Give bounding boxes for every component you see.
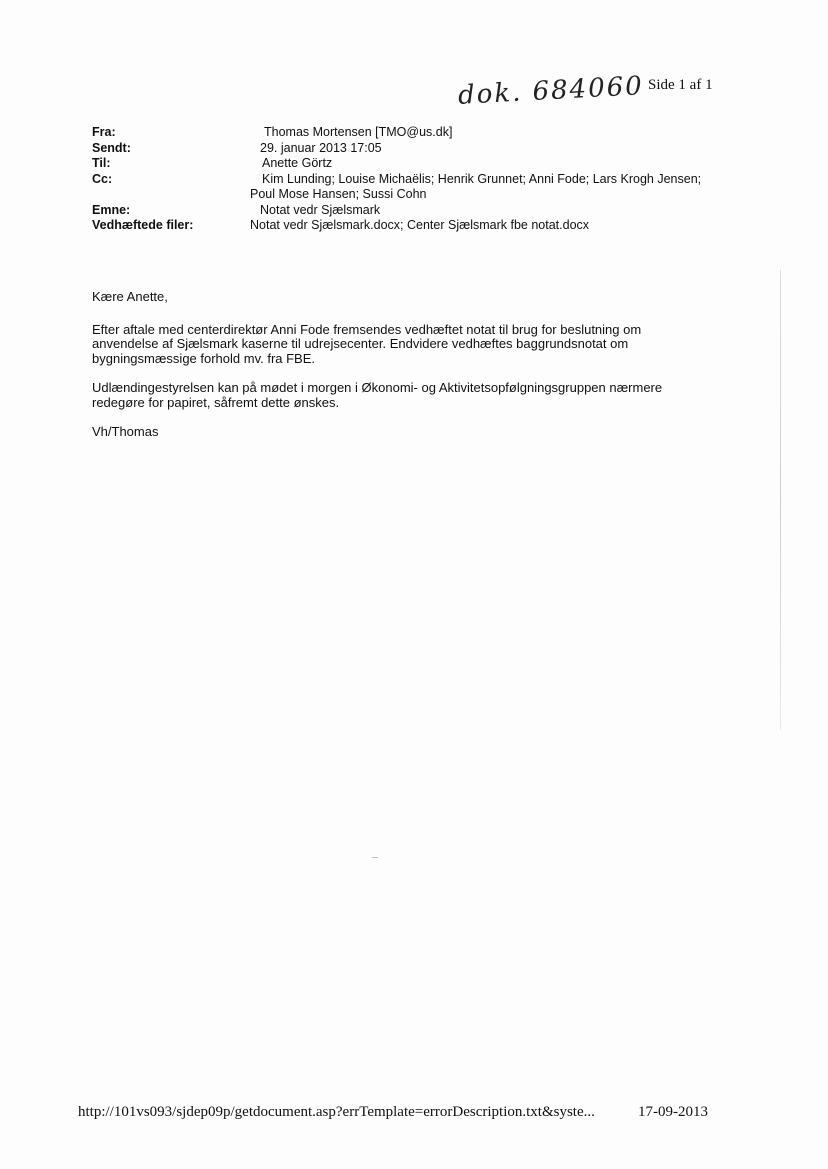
- email-header: [92, 125, 724, 234]
- header-row-to: [92, 156, 724, 172]
- subject-value: Notat vedr Sjælsmark: [260, 202, 381, 217]
- header-row-sent: [92, 141, 724, 157]
- scan-edge-line: [780, 270, 781, 730]
- from-label: Fra:: [92, 125, 116, 139]
- header-row-cc: [92, 172, 724, 188]
- sent-label: Sendt:: [92, 140, 131, 155]
- body-paragraph-1: Efter aftale med centerdirektør Anni Fode fremsendes vedhæftet notat til brug for beslutning om anvendelse af Sjælsmark kaserne til udrejsecenter. Endvidere vedhæftes baggrundsnotat om bygningsmæssige forhold mv. fra FBE.: [92, 321, 642, 366]
- salutation: Kære Anette,: [92, 289, 168, 304]
- to-label: Til:: [92, 156, 111, 170]
- cc-value-line1: Kim Lunding; Louise Michaëlis; Henrik Grunnet; Anni Fode; Lars Krogh Jensen;: [262, 171, 702, 186]
- footer-date: 17-09-2013: [638, 1104, 708, 1120]
- header-row-from: [92, 125, 724, 141]
- attachments-label: Vedhæftede filer:: [92, 218, 194, 232]
- cc-label: Cc:: [92, 171, 113, 186]
- attachments-value: Notat vedr Sjælsmark.docx; Center Sjælsmark fbe notat.docx: [250, 218, 590, 232]
- to-value: Anette Görtz: [262, 156, 333, 170]
- header-row-subject: [92, 203, 724, 219]
- scan-speck: [372, 857, 378, 858]
- from-value: Thomas Mortensen [TMO@us.dk]: [264, 125, 453, 139]
- subject-label: Emne:: [92, 202, 131, 217]
- page-number: Side 1 af 1: [648, 77, 713, 93]
- email-body: [92, 290, 702, 455]
- footer-url: http://101vs093/sjdep09p/getdocument.asp?errTemplate=errorDescription.txt&syste...: [78, 1104, 595, 1120]
- header-row-cc-continued: [92, 187, 724, 203]
- body-paragraph-2: Udlændingestyrelsen kan på mødet i morgen i Økonomi- og Aktivitetsopfølgningsgruppen nærmere redegøre for papiret, såfremt dette ønskes.: [92, 380, 663, 410]
- signoff: Vh/Thomas: [92, 424, 159, 439]
- header-row-attachments: [92, 218, 724, 234]
- sent-value: 29. januar 2013 17:05: [260, 140, 382, 155]
- print-footer: [78, 1104, 708, 1121]
- handwritten-document-number: dok. 684060: [457, 71, 645, 111]
- cc-value-line2: Poul Mose Hansen; Sussi Cohn: [250, 187, 427, 201]
